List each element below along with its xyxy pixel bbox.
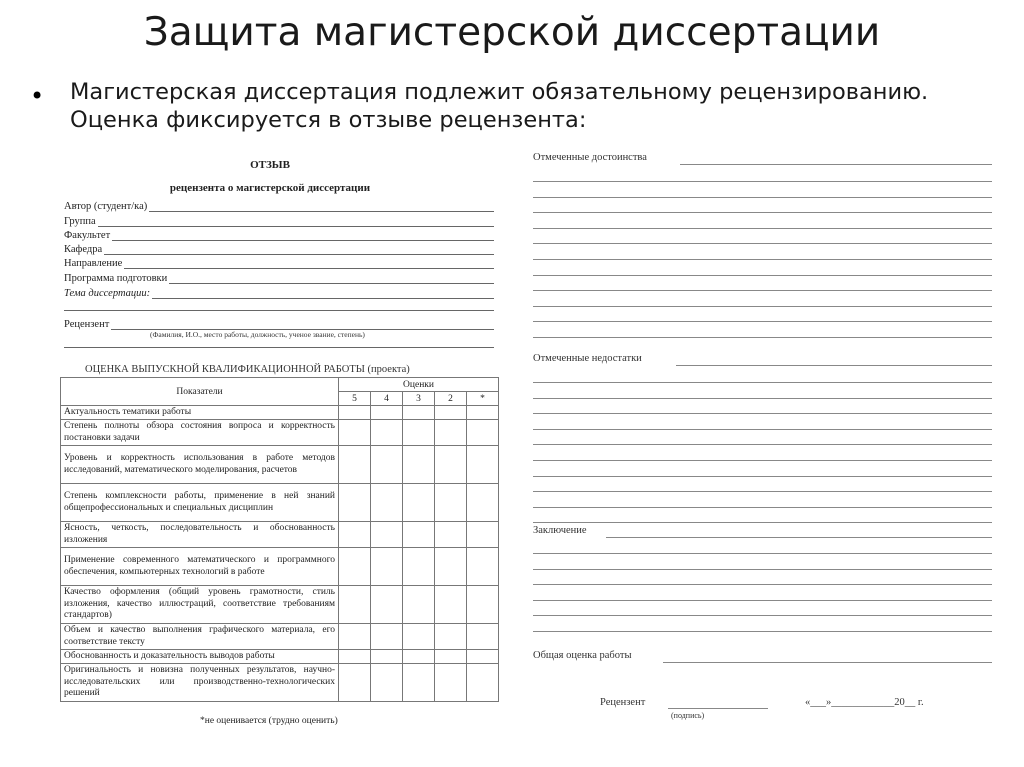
grade-cell[interactable] [435,664,467,702]
grade-cell[interactable] [371,406,403,420]
writing-line [533,553,992,554]
date-field: «___»____________20__ г. [805,697,924,708]
writing-line [533,569,992,570]
table-row [61,522,499,548]
grade-cell[interactable] [403,548,435,586]
grade-cell[interactable] [403,406,435,420]
grade-cell[interactable] [371,522,403,548]
field-faculty [64,227,494,241]
grade-header: * [467,392,499,406]
grade-cell[interactable] [371,664,403,702]
field-label: Направление [64,258,123,269]
grade-cell[interactable] [371,586,403,624]
merits-label: Отмеченные достоинства [533,152,647,163]
form-subheading: рецензента о магистерской диссертации [169,182,371,194]
field-label: Автор (студент/ка) [64,201,148,212]
grade-cell[interactable] [467,522,499,548]
grade-cell[interactable] [339,664,371,702]
field-label: Кафедра [64,244,103,255]
grade-cell[interactable] [403,624,435,650]
grade-header: 3 [403,392,435,406]
field-label: Факультет [64,230,111,241]
criterion-cell: Объем и качество выполнения графического материала, его соответствие тексту [61,624,339,650]
grade-cell[interactable] [467,664,499,702]
grade-cell[interactable] [467,484,499,522]
grade-header: 2 [435,392,467,406]
grade-cell[interactable] [435,420,467,446]
table-row [61,650,499,664]
grade-cell[interactable] [339,624,371,650]
grade-cell[interactable] [435,548,467,586]
grade-cell[interactable] [467,446,499,484]
grade-cell[interactable] [339,586,371,624]
writing-line [533,507,992,508]
writing-line [533,243,992,244]
grade-cell[interactable] [339,406,371,420]
evaluation-table [60,377,499,702]
grade-cell[interactable] [403,664,435,702]
grade-cell[interactable] [435,624,467,650]
writing-line [533,228,992,229]
field-author [64,198,494,212]
grade-cell[interactable] [435,586,467,624]
writing-line [533,290,992,291]
grade-cell[interactable] [435,446,467,484]
grade-cell[interactable] [403,650,435,664]
criterion-cell: Уровень и корректность использования в работе методов исследований, математического моделирования, расчетов [61,446,339,484]
grade-cell[interactable] [467,548,499,586]
signature-reviewer-label: Рецензент [600,697,646,708]
grade-cell[interactable] [467,624,499,650]
criterion-cell: Качество оформления (общий уровень грамотности, стиль изложения, качество иллюстраций, соответствие требованиям стандартов) [61,586,339,624]
table-row [61,664,499,702]
criterion-cell: Ясность, четкость, последовательность и обоснованность изложения [61,522,339,548]
writing-line [533,197,992,198]
grade-cell[interactable] [371,650,403,664]
grade-cell[interactable] [403,446,435,484]
field-department [64,241,494,255]
writing-line [533,615,992,616]
writing-line [533,382,992,383]
writing-line [533,275,992,276]
writing-line [533,491,992,492]
table-row [61,484,499,522]
grade-cell[interactable] [371,548,403,586]
field-direction [64,255,494,269]
grade-cell[interactable] [467,586,499,624]
grade-header: 4 [371,392,403,406]
table-footnote: *не оценивается (трудно оценить) [200,716,338,726]
grade-cell[interactable] [339,650,371,664]
grade-cell[interactable] [403,522,435,548]
grade-cell[interactable] [339,446,371,484]
criterion-cell: Степень полноты обзора состояния вопроса и корректность постановки задачи [61,420,339,446]
writing-line [533,584,992,585]
field-label: Рецензент [64,319,110,330]
table-row [61,420,499,446]
criterion-cell: Актуальность тематики работы [61,406,339,420]
writing-line [533,259,992,260]
grade-cell[interactable] [339,420,371,446]
writing-line [533,476,992,477]
grade-cell[interactable] [403,586,435,624]
field-label: Группа [64,216,96,227]
table-row [61,446,499,484]
grade-cell[interactable] [339,484,371,522]
grade-cell[interactable] [371,484,403,522]
writing-line [533,413,992,414]
col-indicators: Показатели [61,378,339,406]
writing-line [533,444,992,445]
writing-line [533,306,992,307]
grade-cell[interactable] [467,650,499,664]
grade-cell[interactable] [435,650,467,664]
writing-line [533,398,992,399]
grade-cell[interactable] [403,420,435,446]
grade-cell[interactable] [435,484,467,522]
grade-cell[interactable] [339,522,371,548]
grade-cell[interactable] [403,484,435,522]
form-heading: ОТЗЫВ [250,159,290,171]
grade-cell[interactable] [339,548,371,586]
shortcomings-label: Отмеченные недостатки [533,353,642,364]
grade-cell[interactable] [435,522,467,548]
bullet-marker: • [30,82,45,110]
writing-line [533,522,992,523]
evaluation-title: ОЦЕНКА ВЫПУСКНОЙ КВАЛИФИКАЦИОННОЙ РАБОТЫ (проекта) [85,364,410,375]
signature-hint: (подпись) [671,711,705,720]
grade-cell[interactable] [467,420,499,446]
grade-header: 5 [339,392,371,406]
writing-line [533,460,992,461]
grade-cell[interactable] [371,446,403,484]
writing-line [533,600,992,601]
slide-title: Защита магистерской диссертации [143,10,881,55]
field-reviewer [64,316,494,330]
criterion-cell: Оригинальность и новизна полученных результатов, научно-исследовательских или производственно-технологических решений [61,664,339,702]
criterion-cell: Степень комплексности работы, применение в ней знаний общепрофессиональных и специальных дисциплин [61,484,339,522]
grade-cell[interactable] [467,406,499,420]
intro-text: Магистерская диссертация подлежит обязательному рецензированию. Оценка фиксируется в отзыве рецензента: [70,79,929,133]
field-thesis-topic [64,285,494,299]
writing-line [533,631,992,632]
field-program [64,270,494,284]
table-row [61,406,499,420]
conclusion-label: Заключение [533,525,587,536]
criterion-cell: Обоснованность и доказательность выводов работы [61,650,339,664]
overall-label: Общая оценка работы [533,650,632,661]
writing-line [533,321,992,322]
field-label: Программа подготовки [64,273,168,284]
writing-line [533,181,992,182]
reviewer-hint: (Фамилия, И.О., место работы, должность, ученое звание, степень) [150,330,365,339]
table-row [61,548,499,586]
table-row [61,624,499,650]
writing-line [533,212,992,213]
col-grades: Оценки [339,378,499,392]
criterion-cell: Применение современного математического и программного обеспечения, компьютерных технологий в работе [61,548,339,586]
writing-line [533,337,992,338]
grade-cell[interactable] [371,420,403,446]
field-group [64,213,494,227]
field-label: Тема диссертации: [64,288,151,299]
writing-line [533,429,992,430]
table-row [61,586,499,624]
grade-cell[interactable] [371,624,403,650]
grade-cell[interactable] [435,406,467,420]
